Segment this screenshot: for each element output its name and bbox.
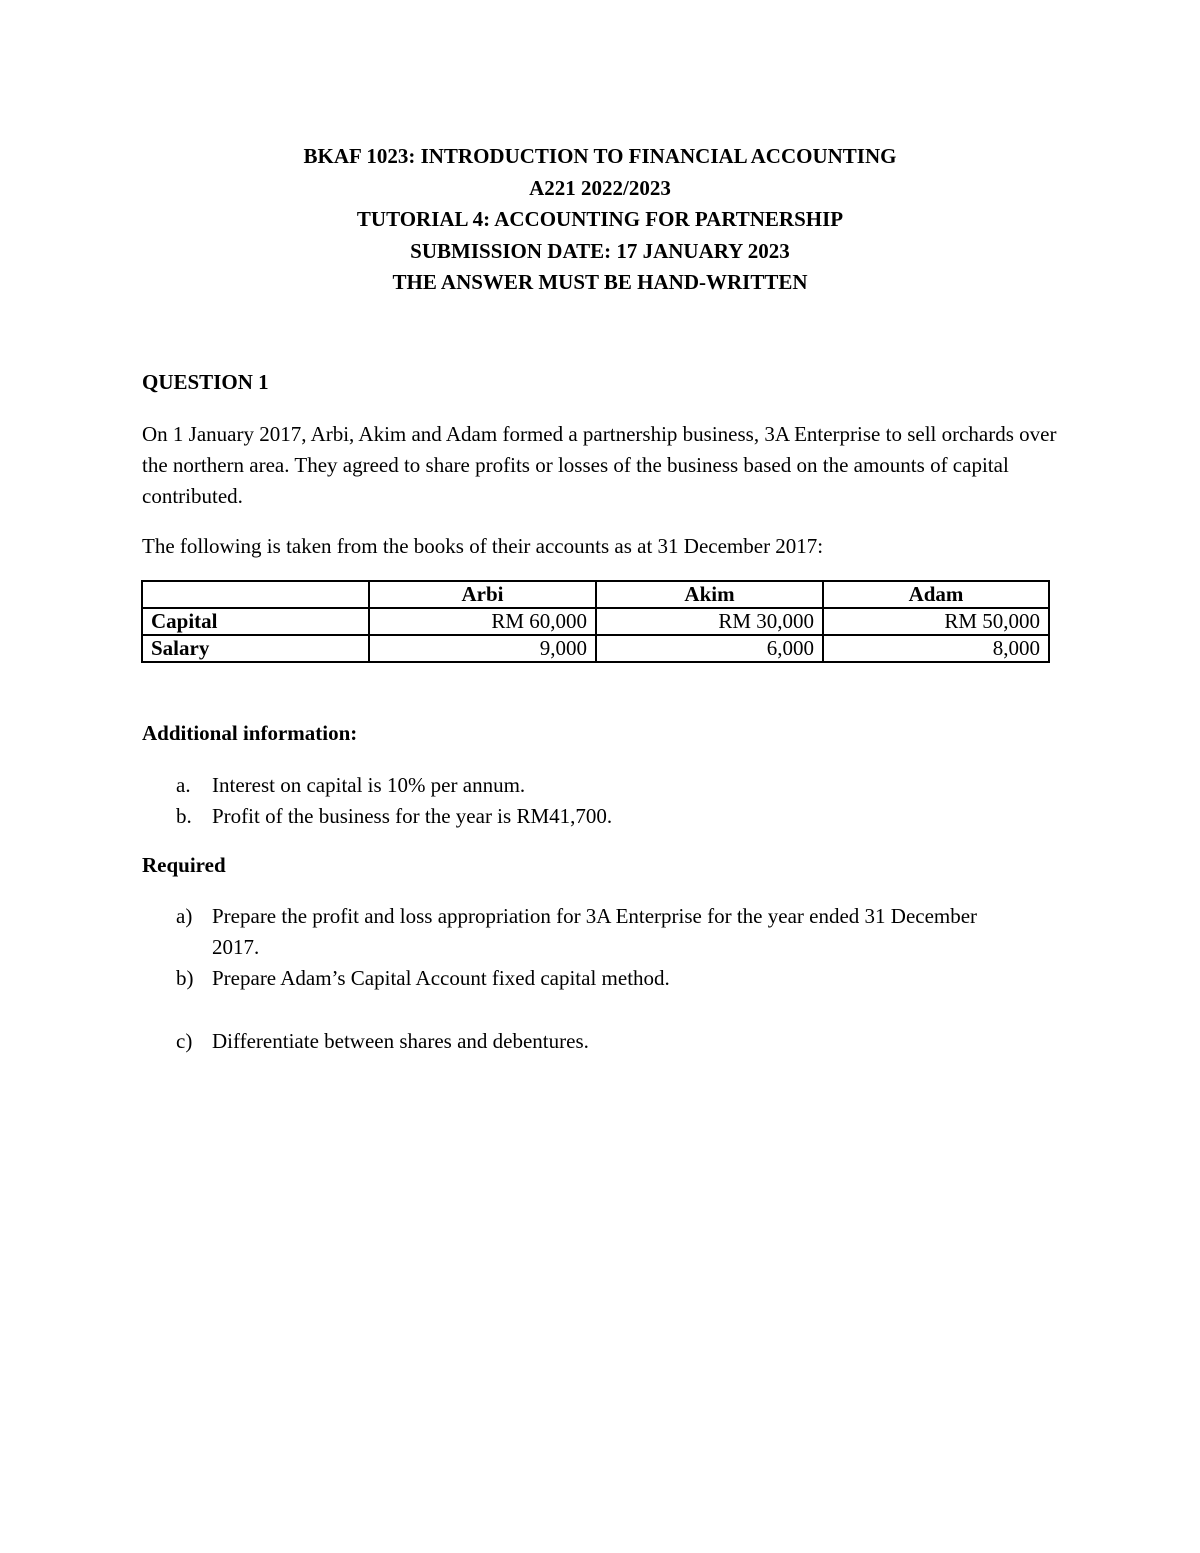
row-label: Capital (142, 608, 369, 635)
list-item-text: Differentiate between shares and debentures. (212, 1029, 589, 1053)
course-title: BKAF 1023: INTRODUCTION TO FINANCIAL ACCOUNTING (303, 144, 897, 168)
required-list (142, 901, 1002, 1057)
table-cell: RM 30,000 (596, 608, 823, 635)
list-item-text: Prepare the profit and loss appropriation for 3A Enterprise for the year ended 31 December 2017. (212, 904, 978, 959)
table-header-row (142, 581, 1049, 608)
table-intro-paragraph: The following is taken from the books of their accounts as at 31 December 2017: (142, 534, 824, 558)
list-item (142, 901, 1002, 963)
table-row (142, 635, 1049, 662)
table-cell: 9,000 (369, 635, 596, 662)
document-header (0, 141, 1200, 299)
additional-info-title: Additional information: (142, 721, 358, 745)
table-header-cell: Adam (823, 581, 1049, 608)
table-header-cell: Arbi (369, 581, 596, 608)
tutorial-title: TUTORIAL 4: ACCOUNTING FOR PARTNERSHIP (356, 207, 844, 231)
list-marker: b. (176, 804, 192, 828)
semester-label: A221 2022/2023 (529, 175, 671, 200)
list-item-text: Profit of the business for the year is RM41,700. (212, 804, 613, 828)
list-item-text: Prepare Adam’s Capital Account fixed capital method. (212, 966, 670, 990)
question-paragraph: On 1 January 2017, Arbi, Akim and Adam formed a partnership business, 3A Enterprise to sell orchards over the northern area. They agreed to share profits or losses of the business based on the amounts of capital contributed. (142, 422, 1057, 508)
table-cell: 8,000 (823, 635, 1049, 662)
list-marker: a) (176, 904, 193, 928)
additional-info-list (142, 770, 1002, 832)
list-spacer (142, 994, 1002, 1026)
table-cell: 6,000 (596, 635, 823, 662)
partner-data-table (141, 580, 1050, 663)
submission-date: SUBMISSION DATE: 17 JANUARY 2023 (410, 238, 790, 263)
list-marker: c) (176, 1029, 193, 1053)
list-item (142, 801, 1002, 832)
table-cell: RM 60,000 (369, 608, 596, 635)
list-item (142, 1026, 1002, 1057)
list-marker: b) (176, 966, 194, 990)
list-item (142, 770, 1002, 801)
required-title: Required (142, 853, 226, 877)
list-item-text: Interest on capital is 10% per annum. (212, 773, 526, 797)
answer-instruction: THE ANSWER MUST BE HAND-WRITTEN (392, 270, 808, 294)
list-item (142, 963, 1002, 994)
table-header-cell (142, 581, 369, 608)
row-label: Salary (142, 635, 369, 662)
list-marker: a. (176, 773, 191, 797)
table-cell: RM 50,000 (823, 608, 1049, 635)
table-row (142, 608, 1049, 635)
question-title: QUESTION 1 (142, 370, 269, 394)
table-header-cell: Akim (596, 581, 823, 608)
